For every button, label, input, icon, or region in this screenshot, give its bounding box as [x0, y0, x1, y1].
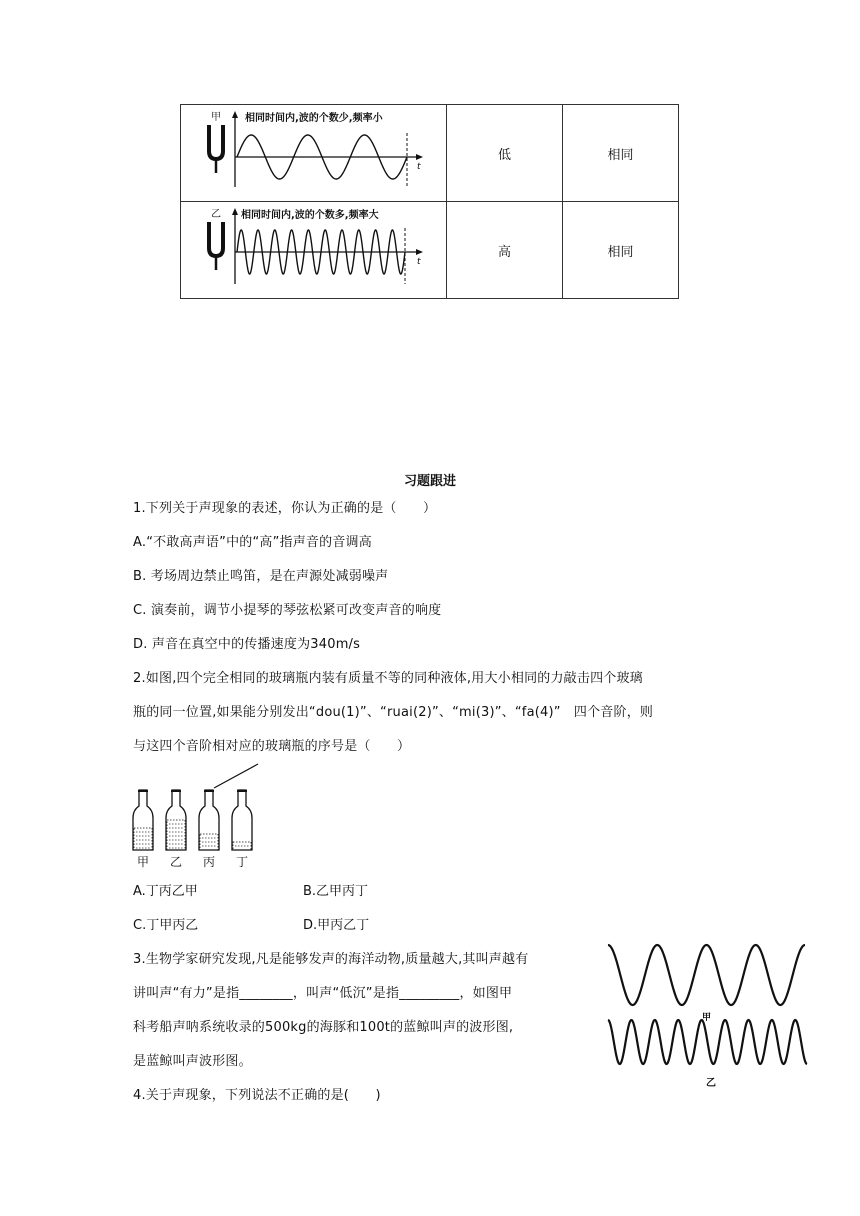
wave-caption: 相同时间内,波的个数少,频率小: [245, 113, 383, 124]
tuning-fork-wave-diagram-low: [181, 105, 446, 197]
pitch-cell: 低: [447, 105, 563, 202]
q2-option-a: A.丁丙乙甲: [133, 884, 198, 899]
striking-rod: [214, 764, 258, 788]
glass-bottle: [133, 790, 153, 869]
q3-stem-line1: 3.生物学家研究发现,凡是能够发声的海洋动物,质量越大,其叫声越有: [133, 952, 529, 967]
bottle-label: 甲: [136, 855, 150, 869]
q2-option-c: C.丁甲丙乙: [133, 918, 199, 933]
q3-stem-line4: 是蓝鲸叫声波形图。: [133, 1054, 252, 1069]
wave-caption: 相同时间内,波的个数多,频率大: [241, 210, 379, 221]
fork-label: 甲: [211, 112, 221, 123]
tuning-fork-wave-diagram-high: [181, 202, 446, 294]
dolphin-waveform: [608, 1020, 807, 1064]
tuning-fork-icon: [209, 222, 223, 256]
glass-bottles-figure: [128, 760, 268, 872]
bottle-label: 丁: [235, 855, 249, 869]
glass-bottle: [199, 790, 219, 869]
bottle-liquid: [167, 820, 185, 850]
blue-whale-waveform: [608, 945, 805, 1005]
section-title: 习题跟进: [403, 474, 456, 489]
q3-stem-line3: 科考船声呐系统收录的500kg的海豚和100t的蓝鲸叫声的波形图,: [133, 1020, 514, 1035]
fork-label: 乙: [211, 209, 221, 220]
q3-stem-line2: 讲叫声“有力”是指________，叫声“低沉”是指_________，如图甲: [133, 986, 513, 1001]
axis-label: t: [417, 162, 421, 172]
waveform-label-jia: 甲: [702, 1013, 712, 1023]
waveform-label-yi: 乙: [706, 1078, 716, 1089]
table-row: [181, 105, 679, 202]
loudness-cell: 相同: [563, 105, 679, 202]
high-frequency-waveform: [237, 230, 405, 274]
q2-stem-line1: 2.如图,四个完全相同的玻璃瓶内装有质量不等的同种液体,用大小相同的力敲击四个玻璃: [133, 671, 643, 686]
q1-option-d: D. 声音在真空中的传播速度为340m/s: [133, 637, 361, 652]
bottle-label: 丙: [202, 855, 216, 869]
q1-option-a: A.“不敢高声语”中的“高”指声音的音调高: [133, 535, 372, 550]
q1-stem: 1.下列关于声现象的表述，你认为正确的是（ ）: [133, 501, 437, 516]
wave-cell-high: [181, 202, 447, 299]
bottle-liquid: [134, 828, 152, 850]
q1-option-c: C. 演奏前，调节小提琴的琴弦松紧可改变声音的响度: [133, 603, 442, 618]
glass-bottle: [232, 790, 252, 869]
bottle-label: 乙: [169, 855, 183, 869]
wave-cell-low: [181, 105, 447, 202]
loudness-cell: 相同: [563, 202, 679, 299]
q2-option-d: D.甲丙乙丁: [303, 918, 370, 933]
pitch-cell: 高: [447, 202, 563, 299]
wave-comparison-table: [180, 104, 679, 299]
whale-dolphin-waveform-figure: [600, 932, 815, 1092]
axis-label: t: [417, 257, 421, 267]
q1-option-b: B. 考场周边禁止鸣笛，是在声源处减弱噪声: [133, 569, 389, 584]
tuning-fork-icon: [209, 125, 223, 159]
q2-option-b: B.乙甲丙丁: [303, 884, 369, 899]
glass-bottle: [166, 790, 186, 869]
table-row: [181, 202, 679, 299]
q2-stem-line3: 与这四个音阶相对应的玻璃瓶的序号是（ ）: [133, 739, 411, 754]
q2-stem-line2: 瓶的同一位置,如果能分别发出“dou(1)”、“ruai(2)”、“mi(3)”、“fa(4)” 四个音阶，则: [133, 705, 654, 720]
q4-stem: 4.关于声现象，下列说法不正确的是( ): [133, 1088, 381, 1103]
